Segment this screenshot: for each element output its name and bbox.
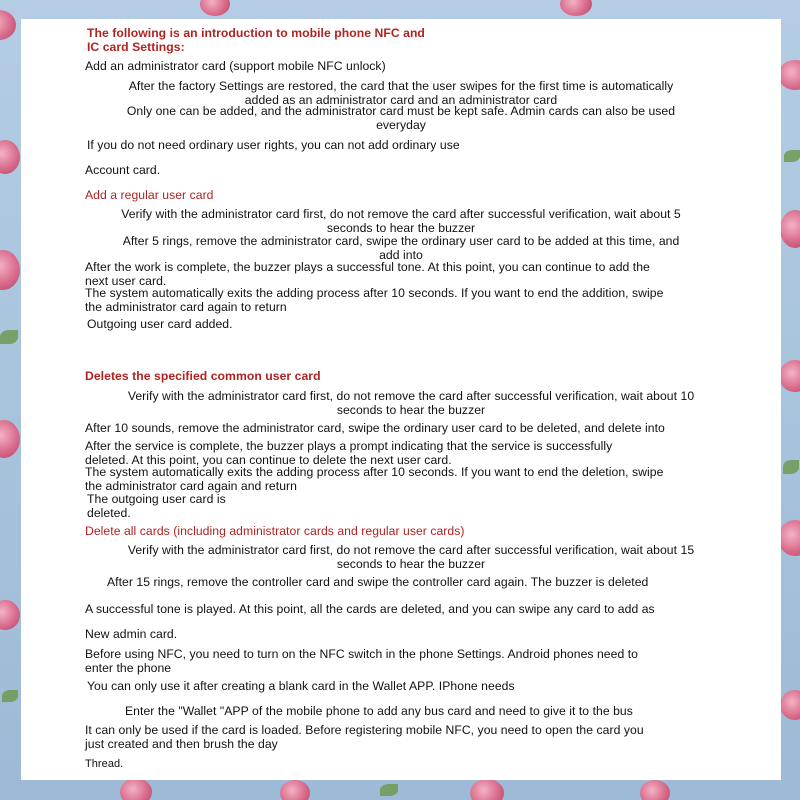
nfc-paragraph-4: It can only be used if the card is loaded. Before registering mobile NFC, you need to open the card you just created and then brush the day [85,723,644,751]
flower-decoration [778,520,800,556]
regular-paragraph-3: After the work is complete, the buzzer plays a successful tone. At this point, you can continue to add the next user card. [85,260,650,288]
delete-all-paragraph-2: After 15 rings, remove the controller card and swipe the controller card again. The buzzer is deleted [107,575,649,589]
regular-paragraph-5: Outgoing user card added. [87,317,233,331]
delete-paragraph-2: After 10 sounds, remove the administrator card, swipe the ordinary user card to be deleted, and delete into [85,421,665,435]
intro-heading: The following is an introduction to mobile phone NFC and IC card Settings: [87,26,425,54]
admin-paragraph-3: If you do not need ordinary user rights, you can not add ordinary use [87,138,460,152]
flower-decoration [120,778,152,800]
delete-all-heading: Delete all cards (including administrator cards and regular user cards) [85,524,465,538]
leaf-decoration [2,690,18,702]
flower-decoration [779,360,800,392]
delete-heading: Deletes the specified common user card [85,369,321,383]
admin-paragraph-4: Account card. [85,163,161,177]
nfc-paragraph-5: Thread. [85,758,124,770]
regular-paragraph-1: Verify with the administrator card first, do not remove the card after successful verification, wait about 5 seconds to hear the buzzer [121,207,681,235]
delete-paragraph-3: After the service is complete, the buzzer plays a prompt indicating that the service is successfully deleted. At this point, you can continue to delete the next user card. [85,439,613,467]
flower-decoration [0,10,16,40]
flower-decoration [560,0,592,16]
flower-decoration [0,250,20,290]
admin-heading: Add an administrator card (support mobile NFC unlock) [85,59,386,73]
nfc-paragraph-3: Enter the "Wallet "APP of the mobile phone to add any bus card and need to give it to the bus [125,704,633,718]
leaf-decoration [784,150,800,162]
flower-decoration [200,0,230,16]
leaf-decoration [380,784,398,796]
delete-all-paragraph-1: Verify with the administrator card first, do not remove the card after successful verification, wait about 15 seconds to hear the buzzer [127,543,695,571]
delete-all-paragraph-4: New admin card. [85,627,178,641]
flower-decoration [780,690,800,720]
admin-paragraph-1: After the factory Settings are restored, the card that the user swipes for the first time is automatically added as an administrator card and an administrator card [128,79,674,107]
delete-paragraph-1: Verify with the administrator card first, do not remove the card after successful verification, wait about 10 seconds to hear the buzzer [127,389,695,417]
flower-decoration [780,210,800,248]
admin-paragraph-2: Only one can be added, and the administrator card must be kept safe. Admin cards can also be used everyday [126,104,676,132]
regular-heading: Add a regular user card [85,188,214,202]
leaf-decoration [0,330,18,344]
flower-decoration [778,60,800,90]
regular-paragraph-2: After 5 rings, remove the administrator card, swipe the ordinary user card to be added at this time, and add into [122,234,680,262]
delete-paragraph-4: The system automatically exits the adding process after 10 seconds. If you want to end the deletion, swipe the administrator card again and return [85,465,664,493]
leaf-decoration [783,460,799,474]
instruction-card [21,19,781,780]
flower-decoration [0,600,20,630]
flower-decoration [640,780,670,800]
flower-decoration [0,420,20,458]
delete-paragraph-5: The outgoing user card is deleted. [87,492,226,520]
flower-decoration [470,779,504,800]
delete-all-paragraph-3: A successful tone is played. At this point, all the cards are deleted, and you can swipe any card to add as [85,602,655,616]
flower-decoration [0,140,20,174]
nfc-paragraph-1: Before using NFC, you need to turn on the NFC switch in the phone Settings. Android phones need to enter the phone [85,647,638,675]
nfc-paragraph-2: You can only use it after creating a blank card in the Wallet APP. IPhone needs [87,679,515,693]
flower-decoration [280,780,310,800]
regular-paragraph-4: The system automatically exits the adding process after 10 seconds. If you want to end the addition, swipe the administrator card again to return [85,286,664,314]
